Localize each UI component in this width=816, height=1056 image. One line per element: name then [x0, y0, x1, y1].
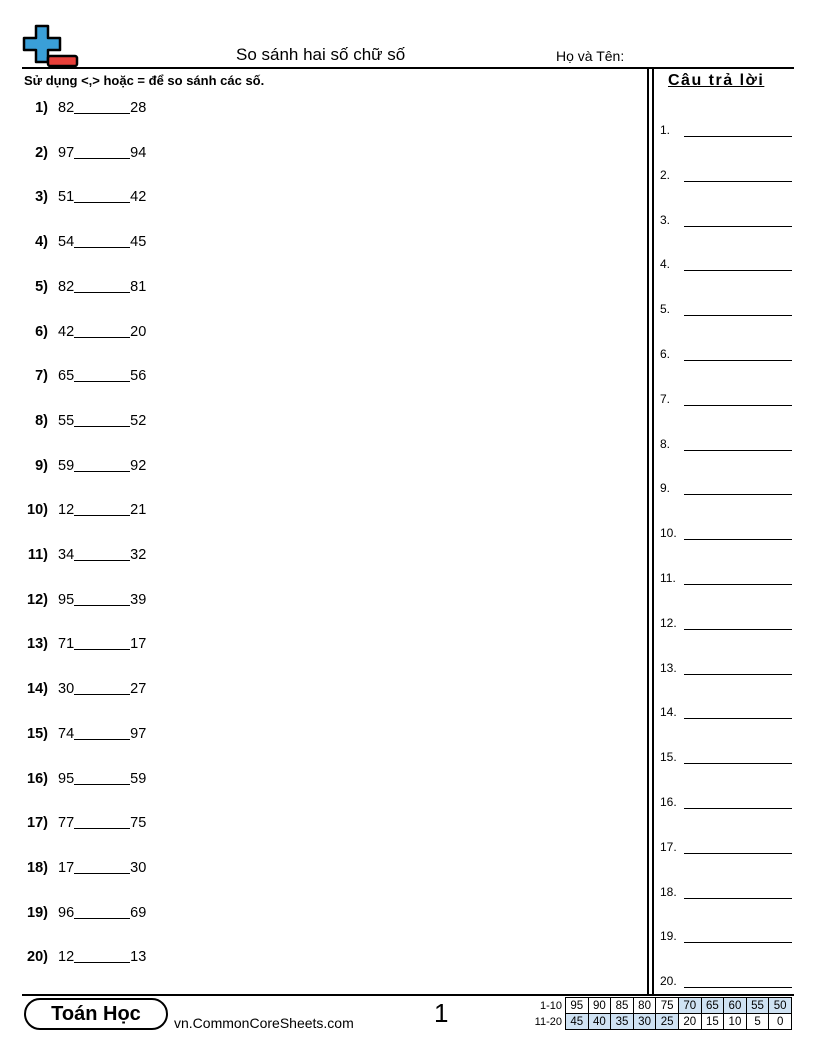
- page-number: 1: [434, 998, 449, 1028]
- comparison-blank[interactable]: [74, 426, 130, 427]
- answer-line[interactable]: [684, 763, 792, 764]
- problem-item: [22, 905, 146, 929]
- left-number: 96: [58, 904, 75, 921]
- left-number: 17: [58, 859, 75, 876]
- problem-item: [22, 100, 146, 124]
- problem-item: [22, 413, 146, 437]
- score-cell: 30: [633, 1014, 656, 1030]
- left-number: 34: [58, 547, 75, 563]
- left-number: 12: [58, 502, 75, 519]
- answer-label: 6.: [660, 347, 671, 361]
- score-cell: 70: [678, 998, 701, 1014]
- problem-item: [22, 592, 146, 616]
- left-number: 30: [58, 681, 75, 698]
- answer-item: [660, 213, 792, 233]
- right-number: 45: [130, 234, 147, 251]
- answer-line[interactable]: [684, 270, 792, 271]
- right-number: 32: [130, 547, 147, 563]
- comparison-blank[interactable]: [74, 471, 130, 472]
- answer-line[interactable]: [684, 853, 792, 854]
- answer-label: 5.: [660, 302, 671, 317]
- comparison-blank[interactable]: [74, 649, 130, 650]
- answer-label: 17.: [660, 839, 677, 854]
- problem-item: [22, 368, 146, 392]
- right-number: 42: [130, 189, 147, 206]
- answer-label: 13.: [660, 660, 677, 675]
- problem-item: [22, 860, 146, 884]
- answer-item: [660, 974, 792, 994]
- footer-divider: [22, 994, 794, 996]
- problem-item: [22, 636, 146, 660]
- right-number: 75: [130, 815, 147, 832]
- problem-number: 5): [35, 278, 48, 295]
- comparison-blank[interactable]: [74, 784, 130, 785]
- problem-number: 3): [35, 189, 48, 206]
- answer-line[interactable]: [684, 718, 792, 719]
- comparison-blank[interactable]: [74, 202, 130, 203]
- answer-label: 19.: [660, 929, 677, 944]
- answer-line[interactable]: [684, 674, 792, 675]
- score-cell: 45: [566, 1014, 589, 1030]
- left-number: 77: [58, 815, 75, 832]
- right-number: 28: [130, 100, 147, 116]
- answer-line[interactable]: [684, 987, 792, 988]
- name-label: Họ và Tên:: [556, 48, 625, 64]
- score-cell: 20: [678, 1014, 701, 1030]
- comparison-blank[interactable]: [74, 113, 130, 114]
- answer-line[interactable]: [684, 181, 792, 182]
- answer-label: 2.: [660, 167, 671, 182]
- answer-item: [660, 302, 792, 322]
- answer-key-title: Câu trả lời: [668, 72, 765, 89]
- problem-number: 8): [35, 412, 48, 429]
- score-cell: 90: [588, 998, 611, 1014]
- answer-line[interactable]: [684, 808, 792, 809]
- score-cell: 50: [769, 998, 792, 1014]
- answer-item: [660, 347, 792, 367]
- problem-item: [22, 458, 146, 482]
- score-cell: 25: [656, 1014, 679, 1030]
- right-number: 13: [130, 949, 147, 966]
- answer-line[interactable]: [684, 450, 792, 451]
- answer-item: [660, 392, 792, 412]
- answer-column-divider: [652, 67, 654, 995]
- score-table: [565, 997, 792, 1030]
- answer-item: [660, 885, 792, 905]
- answer-line[interactable]: [684, 494, 792, 495]
- answer-item: [660, 840, 792, 860]
- comparison-blank[interactable]: [74, 918, 130, 919]
- problem-number: 20): [27, 949, 48, 966]
- answer-item: [660, 123, 792, 143]
- right-number: 56: [130, 368, 147, 385]
- right-number: 92: [130, 457, 147, 474]
- answer-line[interactable]: [684, 898, 792, 899]
- answer-label: 16.: [660, 795, 677, 809]
- score-row-label: 11-20: [534, 1016, 562, 1028]
- math-logo-icon: [22, 24, 80, 68]
- answer-item: [660, 437, 792, 457]
- left-number: 74: [58, 725, 75, 742]
- answer-label: 11.: [660, 571, 676, 585]
- score-cell: 5: [746, 1014, 769, 1030]
- score-cell: 95: [566, 998, 589, 1014]
- right-number: 94: [130, 144, 147, 161]
- score-cell: 40: [588, 1014, 611, 1030]
- answer-item: [660, 929, 792, 949]
- right-number: 27: [130, 681, 147, 698]
- answer-label: 12.: [660, 615, 677, 630]
- score-cell: 80: [633, 998, 656, 1014]
- left-number: 12: [58, 949, 75, 966]
- left-number: 55: [58, 412, 75, 429]
- worksheet-title: So sánh hai số chữ số: [236, 45, 406, 64]
- comparison-blank[interactable]: [74, 247, 130, 248]
- brand-badge: Toán Học: [24, 998, 168, 1030]
- left-number: 97: [58, 144, 75, 161]
- comparison-blank[interactable]: [74, 337, 130, 338]
- answer-line[interactable]: [684, 539, 792, 540]
- problem-number: 1): [35, 100, 48, 116]
- left-number: 82: [58, 100, 75, 116]
- answer-label: 14.: [660, 705, 677, 720]
- problem-item: [22, 324, 146, 348]
- score-cell: 35: [611, 1014, 634, 1030]
- answer-label: 3.: [660, 212, 671, 227]
- comparison-blank[interactable]: [74, 828, 130, 829]
- answer-item: [660, 257, 792, 277]
- problem-number: 7): [35, 368, 48, 385]
- comparison-blank[interactable]: [74, 560, 130, 561]
- score-cell: 0: [769, 1014, 792, 1030]
- problem-number: 17): [27, 815, 48, 832]
- score-cell: 65: [701, 998, 724, 1014]
- score-cell: 15: [701, 1014, 724, 1030]
- answer-line[interactable]: [684, 360, 792, 361]
- answer-label: 7.: [660, 391, 671, 406]
- left-number: 82: [58, 278, 75, 295]
- problem-number: 11): [27, 547, 48, 563]
- score-cell: 75: [656, 998, 679, 1014]
- comparison-blank[interactable]: [74, 158, 130, 159]
- problem-number: 2): [35, 144, 48, 161]
- problem-item: [22, 547, 146, 571]
- score-cell: 10: [724, 1014, 747, 1030]
- answer-line[interactable]: [684, 226, 792, 227]
- comparison-blank[interactable]: [74, 605, 130, 606]
- problem-item: [22, 145, 146, 169]
- score-cell: 85: [611, 998, 634, 1014]
- comparison-blank[interactable]: [74, 873, 130, 874]
- problem-number: 15): [27, 725, 48, 742]
- comparison-blank[interactable]: [74, 515, 130, 516]
- comparison-blank[interactable]: [74, 292, 130, 293]
- problem-item: [22, 234, 146, 258]
- problem-number: 12): [27, 591, 48, 608]
- comparison-blank[interactable]: [74, 694, 130, 695]
- score-row: [566, 1014, 792, 1030]
- problem-item: [22, 815, 146, 839]
- left-number: 54: [58, 234, 75, 251]
- answer-item: [660, 481, 792, 501]
- left-number: 65: [58, 368, 75, 385]
- answer-label: 15.: [660, 750, 677, 765]
- right-number: 81: [130, 278, 147, 295]
- problem-item: [22, 726, 146, 750]
- right-number: 17: [130, 636, 147, 653]
- comparison-blank[interactable]: [74, 739, 130, 740]
- answer-item: [660, 168, 792, 188]
- answer-line[interactable]: [684, 629, 792, 630]
- site-url: vn.CommonCoreSheets.com: [174, 1015, 354, 1031]
- problem-item: [22, 681, 146, 705]
- answer-column-divider: [647, 67, 649, 995]
- right-number: 97: [130, 725, 147, 742]
- answer-line[interactable]: [684, 942, 792, 943]
- right-number: 59: [130, 770, 147, 787]
- problem-item: [22, 502, 146, 526]
- problem-item: [22, 771, 146, 795]
- problem-item: [22, 189, 146, 213]
- answer-label: 10.: [660, 526, 677, 541]
- left-number: 71: [58, 636, 75, 653]
- answer-item: [660, 705, 792, 725]
- header-divider: [22, 67, 794, 69]
- score-row-labels: [526, 998, 562, 1030]
- answer-item: [660, 750, 792, 770]
- score-cell: 55: [746, 998, 769, 1014]
- answer-label: 4.: [660, 257, 671, 272]
- right-number: 20: [130, 323, 147, 340]
- problem-number: 18): [27, 859, 48, 876]
- answer-item: [660, 795, 792, 815]
- problem-item: [22, 949, 146, 973]
- right-number: 69: [130, 904, 147, 921]
- problem-number: 19): [27, 904, 48, 921]
- problem-number: 16): [27, 770, 48, 787]
- answer-item: [660, 616, 792, 636]
- right-number: 30: [130, 859, 147, 876]
- problem-number: 9): [35, 457, 48, 474]
- problem-item: [22, 279, 146, 303]
- left-number: 59: [58, 457, 75, 474]
- answer-label: 9.: [660, 481, 671, 496]
- left-number: 51: [58, 189, 75, 206]
- instructions: Sử dụng <,> hoặc = để so sánh các số.: [24, 73, 265, 88]
- problem-number: 10): [27, 502, 48, 519]
- problem-number: 14): [27, 681, 48, 698]
- answer-label: 18.: [660, 884, 677, 899]
- problem-number: 6): [35, 323, 48, 340]
- comparison-blank[interactable]: [74, 381, 130, 382]
- right-number: 52: [130, 412, 147, 429]
- comparison-blank[interactable]: [74, 962, 130, 963]
- answer-item: [660, 571, 792, 591]
- problem-number: 4): [35, 234, 48, 251]
- right-number: 39: [130, 591, 147, 608]
- answer-item: [660, 661, 792, 681]
- right-number: 21: [130, 502, 147, 519]
- answer-item: [660, 526, 792, 546]
- answer-line[interactable]: [684, 315, 792, 316]
- answer-line[interactable]: [684, 584, 792, 585]
- score-row-label: 1-10: [539, 1000, 562, 1012]
- answer-label: 20.: [660, 974, 677, 989]
- answer-label: 1.: [660, 123, 671, 137]
- problem-number: 13): [27, 636, 48, 653]
- left-number: 95: [58, 591, 75, 608]
- answer-line[interactable]: [684, 136, 792, 137]
- score-row: [566, 998, 792, 1014]
- left-number: 95: [58, 770, 75, 787]
- score-cell: 60: [724, 998, 747, 1014]
- answer-line[interactable]: [684, 405, 792, 406]
- answer-label: 8.: [660, 436, 671, 451]
- left-number: 42: [58, 323, 75, 340]
